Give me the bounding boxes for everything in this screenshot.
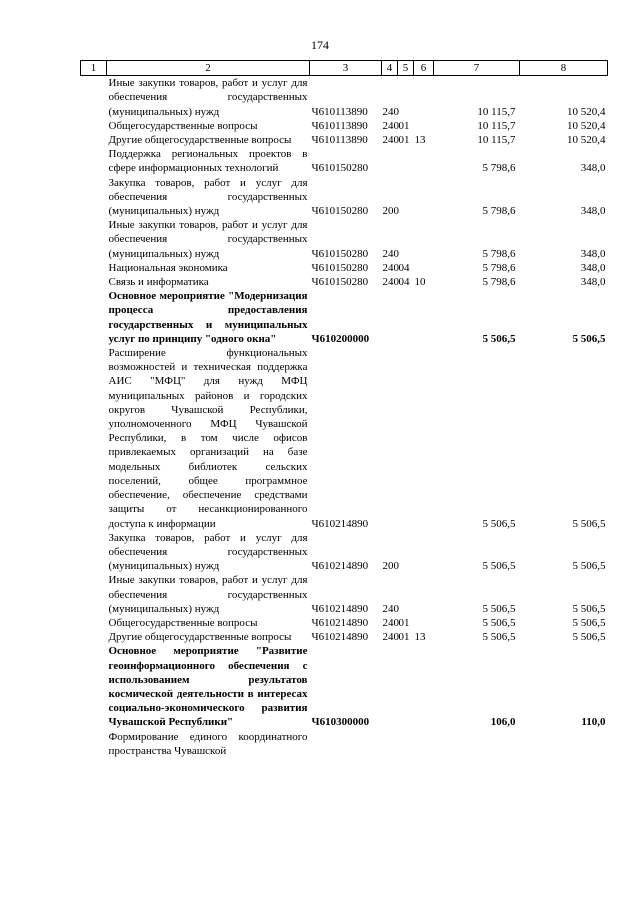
header-col-8: 8 (520, 61, 608, 76)
row-amount-1: 5 506,5 (482, 602, 516, 615)
header-col-7: 7 (434, 61, 520, 76)
table-row (81, 573, 608, 616)
table-row (81, 616, 608, 630)
row-name: Общегосударственные вопросы (108, 119, 258, 132)
row-col-6 (414, 261, 434, 275)
row-col-6 (414, 218, 434, 261)
row-col-5: 01 (398, 119, 410, 132)
row-amount-2 (520, 730, 608, 758)
header-col-4: 4 (382, 61, 398, 76)
row-col-4 (382, 730, 398, 758)
row-col-6 (414, 176, 434, 219)
header-col-3: 3 (310, 61, 382, 76)
row-col-5 (398, 147, 414, 175)
row-code: Ч610200000 (311, 332, 370, 345)
row-code: Ч610150280 (311, 261, 369, 274)
row-amount-2: 5 506,5 (572, 616, 606, 629)
header-col-2: 2 (107, 61, 310, 76)
row-amount-2: 5 506,5 (572, 631, 606, 644)
table-row (81, 147, 608, 175)
row-code: Ч610150280 (311, 205, 369, 218)
row-col-1 (81, 218, 107, 261)
row-amount-1: 5 798,6 (482, 276, 516, 289)
row-col-6 (414, 76, 434, 119)
row-code: Ч610150280 (311, 247, 369, 260)
table-row (81, 644, 608, 729)
row-col-1 (81, 289, 107, 346)
row-name: Национальная экономика (108, 261, 228, 274)
row-code: Ч610150280 (311, 162, 369, 175)
row-col-1 (81, 573, 107, 616)
row-name: Общегосударственные вопросы (108, 616, 258, 629)
table-row (81, 133, 608, 147)
row-col-6 (414, 616, 434, 630)
row-col-4 (382, 644, 398, 729)
row-amount-1: 5 506,5 (482, 560, 516, 573)
row-col-5 (398, 76, 414, 119)
row-name: Иные закупки товаров, работ и услуг для обеспечения государственных (муниципальных) нужд (108, 219, 308, 260)
table-row (81, 261, 608, 275)
header-col-1: 1 (81, 61, 107, 76)
row-col-6 (414, 147, 434, 175)
table-row (81, 630, 608, 644)
column-number-header (81, 61, 608, 76)
budget-table (80, 60, 608, 758)
row-amount-2: 5 506,5 (572, 560, 606, 573)
row-amount-1: 5 798,6 (482, 205, 516, 218)
row-name: Связь и информатика (108, 276, 209, 289)
row-amount-2: 348,0 (580, 261, 606, 274)
table-row (81, 176, 608, 219)
row-amount-1: 5 506,5 (482, 332, 516, 345)
row-amount-2: 10 520,4 (567, 134, 606, 147)
row-name: Закупка товаров, работ и услуг для обеспечения государственных (муниципальных) нужд (108, 176, 308, 218)
row-col-1 (81, 644, 107, 729)
row-col-4: 200 (382, 560, 399, 573)
row-code: Ч610113890 (311, 105, 368, 118)
row-col-5 (398, 644, 414, 729)
row-amount-2: 348,0 (580, 205, 606, 218)
row-amount-2: 10 520,4 (567, 105, 606, 118)
row-col-1 (81, 133, 107, 147)
table-row (81, 218, 608, 261)
table-row (81, 730, 608, 758)
row-name: Формирование единого координатного пространства Чувашской (108, 730, 308, 757)
row-col-4: 240 (382, 602, 399, 615)
row-col-4 (382, 147, 398, 175)
row-col-1 (81, 275, 107, 289)
row-amount-1: 10 115,7 (477, 119, 516, 132)
row-code: Ч610214890 (311, 517, 369, 530)
row-col-5 (398, 176, 414, 219)
table-row (81, 346, 608, 531)
header-col-6: 6 (414, 61, 434, 76)
row-code: Ч610214890 (311, 616, 369, 629)
row-amount-1: 10 115,7 (477, 105, 516, 118)
table-row (81, 531, 608, 574)
row-col-5 (398, 289, 414, 346)
table-row (81, 76, 608, 119)
row-col-6: 13 (414, 134, 426, 147)
row-col-4: 240 (382, 616, 399, 629)
row-col-6: 13 (414, 631, 426, 644)
row-col-4: 200 (382, 205, 399, 218)
row-col-4: 240 (382, 134, 399, 147)
row-col-4: 240 (382, 276, 399, 289)
row-col-6 (414, 573, 434, 616)
row-amount-2: 5 506,5 (572, 602, 606, 615)
row-amount-2: 348,0 (580, 247, 606, 260)
row-code: Ч610214890 (311, 560, 369, 573)
table-row (81, 289, 608, 346)
row-code: Ч610214890 (311, 602, 369, 615)
row-amount-1: 5 506,5 (482, 631, 516, 644)
row-name: Иные закупки товаров, работ и услуг для обеспечения государственных (муниципальных) нужд (108, 77, 308, 118)
row-code: Ч610214890 (311, 631, 369, 644)
row-name: Основное мероприятие "Модернизация процесса предоставления государственных и муниципальных услуг по принципу "одного окна" (108, 290, 308, 345)
row-col-5: 04 (398, 276, 410, 289)
row-col-1 (81, 147, 107, 175)
row-amount-2: 5 506,5 (572, 332, 606, 345)
row-col-6 (414, 644, 434, 729)
row-col-4 (382, 346, 398, 531)
row-name: Основное мероприятие "Развитие геоинформационного обеспечения с использованием результатов космической деятельности в интересах социально-экономического развития Чувашской Республики" (108, 645, 308, 729)
row-col-1 (81, 630, 107, 644)
row-col-1 (81, 119, 107, 133)
row-amount-1: 10 115,7 (477, 134, 516, 147)
row-col-6: 10 (414, 276, 426, 289)
row-amount-1: 5 798,6 (482, 247, 516, 260)
row-amount-1: 5 798,6 (482, 261, 516, 274)
row-name: Иные закупки товаров, работ и услуг для обеспечения государственных (муниципальных) нужд (108, 574, 308, 615)
row-code: Ч610113890 (311, 119, 368, 132)
row-col-5: 01 (398, 134, 410, 147)
row-amount-1 (434, 730, 520, 758)
header-col-5: 5 (398, 61, 414, 76)
row-name: Закупка товаров, работ и услуг для обеспечения государственных (муниципальных) нужд (108, 531, 308, 573)
row-col-5: 01 (398, 616, 410, 629)
row-col-5: 04 (398, 261, 410, 274)
row-code: Ч610150280 (311, 276, 369, 289)
row-col-4 (382, 289, 398, 346)
row-amount-2: 110,0 (581, 716, 606, 729)
row-code (310, 730, 382, 758)
row-amount-1: 5 506,5 (482, 616, 516, 629)
row-col-6 (414, 730, 434, 758)
row-col-4: 240 (382, 261, 399, 274)
row-amount-2: 348,0 (580, 276, 606, 289)
row-amount-2: 10 520,4 (567, 119, 606, 132)
table-row (81, 119, 608, 133)
row-col-6 (414, 531, 434, 574)
row-amount-2: 348,0 (580, 162, 606, 175)
row-col-4: 240 (382, 119, 399, 132)
row-col-1 (81, 616, 107, 630)
row-col-5: 01 (398, 631, 410, 644)
row-col-4: 240 (382, 105, 399, 118)
row-col-6 (414, 119, 434, 133)
table-row (81, 275, 608, 289)
row-code: Ч610300000 (311, 716, 370, 729)
row-col-6 (414, 289, 434, 346)
row-name: Другие общегосударственные вопросы (108, 631, 292, 644)
row-amount-1: 106,0 (490, 716, 516, 729)
row-col-1 (81, 531, 107, 574)
row-name: Поддержка региональных проектов в сфере информационных технологий (108, 148, 308, 175)
row-name: Другие общегосударственные вопросы (108, 134, 292, 147)
row-name: Расширение функциональных возможностей и техническая поддержка АИС "МФЦ" для нужд МФЦ муниципальных районов и городских округов Чувашской Республики, уполномоченного МФЦ Чувашской Республики, в том числе офисов привлекаемых организаций на базе модельных библиотек сельских поселений, общее программное обеспечение, обеспечение средствами защиты от несанкционированного доступа к информации (108, 347, 308, 530)
row-code: Ч610113890 (311, 134, 368, 147)
row-col-5 (398, 730, 414, 758)
row-col-1 (81, 730, 107, 758)
row-col-5 (398, 531, 414, 574)
row-col-4: 240 (382, 631, 399, 644)
row-col-4: 240 (382, 247, 399, 260)
row-col-6 (414, 346, 434, 531)
row-col-1 (81, 76, 107, 119)
row-col-1 (81, 261, 107, 275)
row-col-1 (81, 346, 107, 531)
row-col-1 (81, 176, 107, 219)
row-col-5 (398, 573, 414, 616)
page-number: 174 (311, 38, 329, 52)
row-amount-1: 5 798,6 (482, 162, 516, 175)
row-col-5 (398, 346, 414, 531)
row-col-5 (398, 218, 414, 261)
row-amount-1: 5 506,5 (482, 517, 516, 530)
row-amount-2: 5 506,5 (572, 517, 606, 530)
